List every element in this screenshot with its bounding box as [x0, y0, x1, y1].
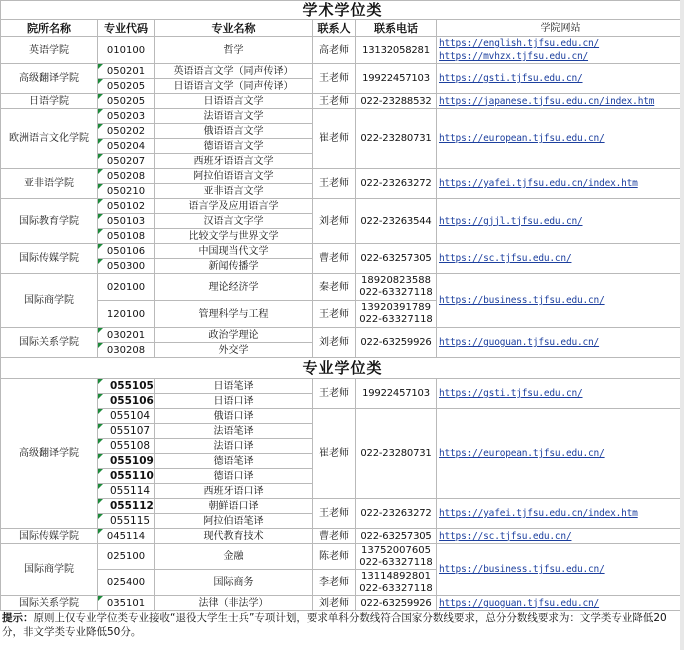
section-title-professional: 专业学位类 — [1, 358, 684, 379]
major-code: 050300 — [98, 259, 155, 274]
major-code: 030201 — [98, 328, 155, 343]
note-label: 提示： — [2, 612, 34, 624]
scrollbar[interactable] — [680, 0, 684, 650]
contact-name: 刘老师 — [313, 596, 356, 611]
major-name: 法语语言文学 — [155, 109, 313, 124]
table-row — [1, 544, 684, 570]
major-name: 阿拉伯语笔译 — [155, 514, 313, 529]
website-cell — [437, 37, 684, 64]
contact-name: 曹老师 — [313, 529, 356, 544]
contact-phone: 022-63257305 — [356, 529, 437, 544]
major-code: 055109 — [98, 454, 155, 469]
major-code: 025100 — [98, 544, 155, 570]
header-website: 学院网站 — [437, 20, 684, 37]
major-code: 055112 — [98, 499, 155, 514]
website-link[interactable]: https://european.tjfsu.edu.cn/ — [437, 109, 684, 169]
major-code: 055105 — [98, 379, 155, 394]
major-name: 日语语言文学 — [155, 94, 313, 109]
school-name: 欧洲语言文化学院 — [1, 109, 98, 169]
phone-line: 13752007605 — [361, 544, 431, 556]
school-name: 亚非语学院 — [1, 169, 98, 199]
major-code: 050103 — [98, 214, 155, 229]
contact-name: 王老师 — [313, 379, 356, 409]
major-name: 管理科学与工程 — [155, 301, 313, 328]
major-name: 现代教育技术 — [155, 529, 313, 544]
header-major: 专业名称 — [155, 20, 313, 37]
major-code: 050205 — [98, 79, 155, 94]
note-text: 原则上仅专业学位类专业接收“退役大学生士兵”专项计划，要求单科分数线符合国家分数线要求，总分分数线要求为：文学类专业降低20分，非文学类专业降低50分。 — [2, 612, 667, 638]
header-code: 专业代码 — [98, 20, 155, 37]
contact-phone: 19922457103 — [356, 64, 437, 94]
major-code: 030208 — [98, 343, 155, 358]
major-name: 德语笔译 — [155, 454, 313, 469]
major-name: 理论经济学 — [155, 274, 313, 301]
major-name: 语言学及应用语言学 — [155, 199, 313, 214]
contact-name: 王老师 — [313, 64, 356, 94]
contact-name: 高老师 — [313, 37, 356, 64]
major-name: 金融 — [155, 544, 313, 570]
website-link[interactable]: https://guoguan.tjfsu.edu.cn/ — [437, 328, 684, 358]
major-code: 050204 — [98, 139, 155, 154]
major-code: 050207 — [98, 154, 155, 169]
website-link[interactable]: https://business.tjfsu.edu.cn/ — [437, 544, 684, 596]
contact-name: 崔老师 — [313, 109, 356, 169]
website-link[interactable]: https://gsti.tjfsu.edu.cn/ — [437, 64, 684, 94]
school-name: 国际教育学院 — [1, 199, 98, 244]
contact-phone — [356, 274, 437, 301]
major-code: 050102 — [98, 199, 155, 214]
table-row — [1, 529, 684, 544]
website-link[interactable]: https://english.tjfsu.edu.cn/ — [439, 38, 600, 49]
contact-phone: 022-63257305 — [356, 244, 437, 274]
major-name: 法语口译 — [155, 439, 313, 454]
major-code: 050205 — [98, 94, 155, 109]
header-phone: 联系电话 — [356, 20, 437, 37]
website-link[interactable]: https://sc.tjfsu.edu.cn/ — [437, 244, 684, 274]
major-code: 050210 — [98, 184, 155, 199]
phone-line: 18920823588 — [361, 275, 431, 286]
table-row — [1, 109, 684, 124]
school-name: 日语学院 — [1, 94, 98, 109]
major-code: 020100 — [98, 274, 155, 301]
table-row — [1, 37, 684, 64]
contact-name: 秦老师 — [313, 274, 356, 301]
table-row — [1, 596, 684, 611]
school-name: 高级翻译学院 — [1, 64, 98, 94]
contact-phone: 022-23263272 — [356, 169, 437, 199]
website-link[interactable]: https://sc.tjfsu.edu.cn/ — [437, 529, 684, 544]
header-school: 院所名称 — [1, 20, 98, 37]
major-name: 阿拉伯语语言文学 — [155, 169, 313, 184]
contact-name: 陈老师 — [313, 544, 356, 570]
major-name: 法语笔译 — [155, 424, 313, 439]
website-link[interactable]: https://european.tjfsu.edu.cn/ — [437, 409, 684, 499]
major-name: 比较文学与世界文学 — [155, 229, 313, 244]
major-code: 050108 — [98, 229, 155, 244]
major-name: 汉语言文字学 — [155, 214, 313, 229]
contact-name: 刘老师 — [313, 328, 356, 358]
contact-name: 崔老师 — [313, 409, 356, 499]
major-code: 055108 — [98, 439, 155, 454]
major-name: 西班牙语口译 — [155, 484, 313, 499]
contact-phone: 022-63259926 — [356, 596, 437, 611]
header-row — [1, 20, 684, 37]
header-contact: 联系人 — [313, 20, 356, 37]
phone-line: 13920391789 — [361, 302, 431, 313]
major-code: 050201 — [98, 64, 155, 79]
website-link[interactable]: https://mvhzx.tjfsu.edu.cn/ — [439, 51, 589, 62]
contact-phone: 022-23263544 — [356, 199, 437, 244]
major-name: 日语语言文学（同声传译） — [155, 79, 313, 94]
contact-phone: 19922457103 — [356, 379, 437, 409]
contact-name: 王老师 — [313, 169, 356, 199]
contact-name: 曹老师 — [313, 244, 356, 274]
major-name: 法律（非法学） — [155, 596, 313, 611]
table-row — [1, 94, 684, 109]
phone-line: 022-63327118 — [359, 314, 433, 325]
school-name: 国际关系学院 — [1, 596, 98, 611]
major-name: 英语语言文学（同声传译） — [155, 64, 313, 79]
school-name: 英语学院 — [1, 37, 98, 64]
table-row — [1, 64, 684, 79]
major-code: 025400 — [98, 570, 155, 596]
contact-phone — [356, 570, 437, 596]
contact-phone: 022-23263272 — [356, 499, 437, 529]
major-code: 050106 — [98, 244, 155, 259]
major-code: 045114 — [98, 529, 155, 544]
phone-line: 022-63327118 — [359, 582, 433, 594]
website-link[interactable]: https://japanese.tjfsu.edu.cn/index.htm — [437, 94, 684, 109]
major-name: 外交学 — [155, 343, 313, 358]
major-name: 哲学 — [155, 37, 313, 64]
contact-phone: 022-23288532 — [356, 94, 437, 109]
major-name: 德语口译 — [155, 469, 313, 484]
table-row — [1, 274, 684, 301]
major-code: 050202 — [98, 124, 155, 139]
major-name: 德语语言文学 — [155, 139, 313, 154]
contact-phone: 022-23280731 — [356, 409, 437, 499]
major-code: 120100 — [98, 301, 155, 328]
table-row — [1, 199, 684, 214]
major-code: 035101 — [98, 596, 155, 611]
table-row — [1, 169, 684, 184]
major-code: 055107 — [98, 424, 155, 439]
major-name: 日语笔译 — [155, 379, 313, 394]
school-name: 高级翻译学院 — [1, 379, 98, 529]
school-name: 国际传媒学院 — [1, 244, 98, 274]
major-code: 055104 — [98, 409, 155, 424]
website-link[interactable]: https://gjjl.tjfsu.edu.cn/ — [437, 199, 684, 244]
contact-name: 刘老师 — [313, 199, 356, 244]
website-link[interactable]: https://yafei.tjfsu.edu.cn/index.htm — [437, 499, 684, 529]
phone-line: 13114892801 — [361, 570, 431, 582]
contact-name: 王老师 — [313, 499, 356, 529]
contact-phone — [356, 544, 437, 570]
major-code: 050203 — [98, 109, 155, 124]
contact-name: 王老师 — [313, 301, 356, 328]
contact-phone: 13132058281 — [356, 37, 437, 64]
table-row — [1, 379, 684, 394]
major-code: 050208 — [98, 169, 155, 184]
major-name: 俄语语言文学 — [155, 124, 313, 139]
contact-phone — [356, 301, 437, 328]
major-name: 政治学理论 — [155, 328, 313, 343]
school-name: 国际关系学院 — [1, 328, 98, 358]
major-name: 中国现当代文学 — [155, 244, 313, 259]
table-row — [1, 409, 684, 424]
table-row — [1, 244, 684, 259]
contact-name: 王老师 — [313, 94, 356, 109]
note — [0, 611, 682, 639]
phone-line: 022-63327118 — [359, 287, 433, 298]
website-link[interactable]: https://guoguan.tjfsu.edu.cn/ — [437, 596, 684, 611]
major-name: 西班牙语语言文学 — [155, 154, 313, 169]
phone-line: 022-63327118 — [359, 556, 433, 568]
major-name: 日语口译 — [155, 394, 313, 409]
major-code: 055106 — [98, 394, 155, 409]
major-code: 055114 — [98, 484, 155, 499]
section-title-academic: 学术学位类 — [1, 1, 684, 20]
major-name: 新闻传播学 — [155, 259, 313, 274]
major-name: 俄语口译 — [155, 409, 313, 424]
major-name: 朝鲜语口译 — [155, 499, 313, 514]
contact-name: 李老师 — [313, 570, 356, 596]
major-code: 010100 — [98, 37, 155, 64]
website-link[interactable]: https://business.tjfsu.edu.cn/ — [437, 274, 684, 328]
major-code: 055110 — [98, 469, 155, 484]
school-name: 国际商学院 — [1, 544, 98, 596]
contact-phone: 022-23280731 — [356, 109, 437, 169]
website-link[interactable]: https://gsti.tjfsu.edu.cn/ — [437, 379, 684, 409]
school-name: 国际传媒学院 — [1, 529, 98, 544]
major-code: 055115 — [98, 514, 155, 529]
major-name: 亚非语言文学 — [155, 184, 313, 199]
table-row — [1, 328, 684, 343]
contact-phone: 022-63259926 — [356, 328, 437, 358]
table-row — [1, 499, 684, 514]
major-name: 国际商务 — [155, 570, 313, 596]
website-link[interactable]: https://yafei.tjfsu.edu.cn/index.htm — [437, 169, 684, 199]
school-name: 国际商学院 — [1, 274, 98, 328]
